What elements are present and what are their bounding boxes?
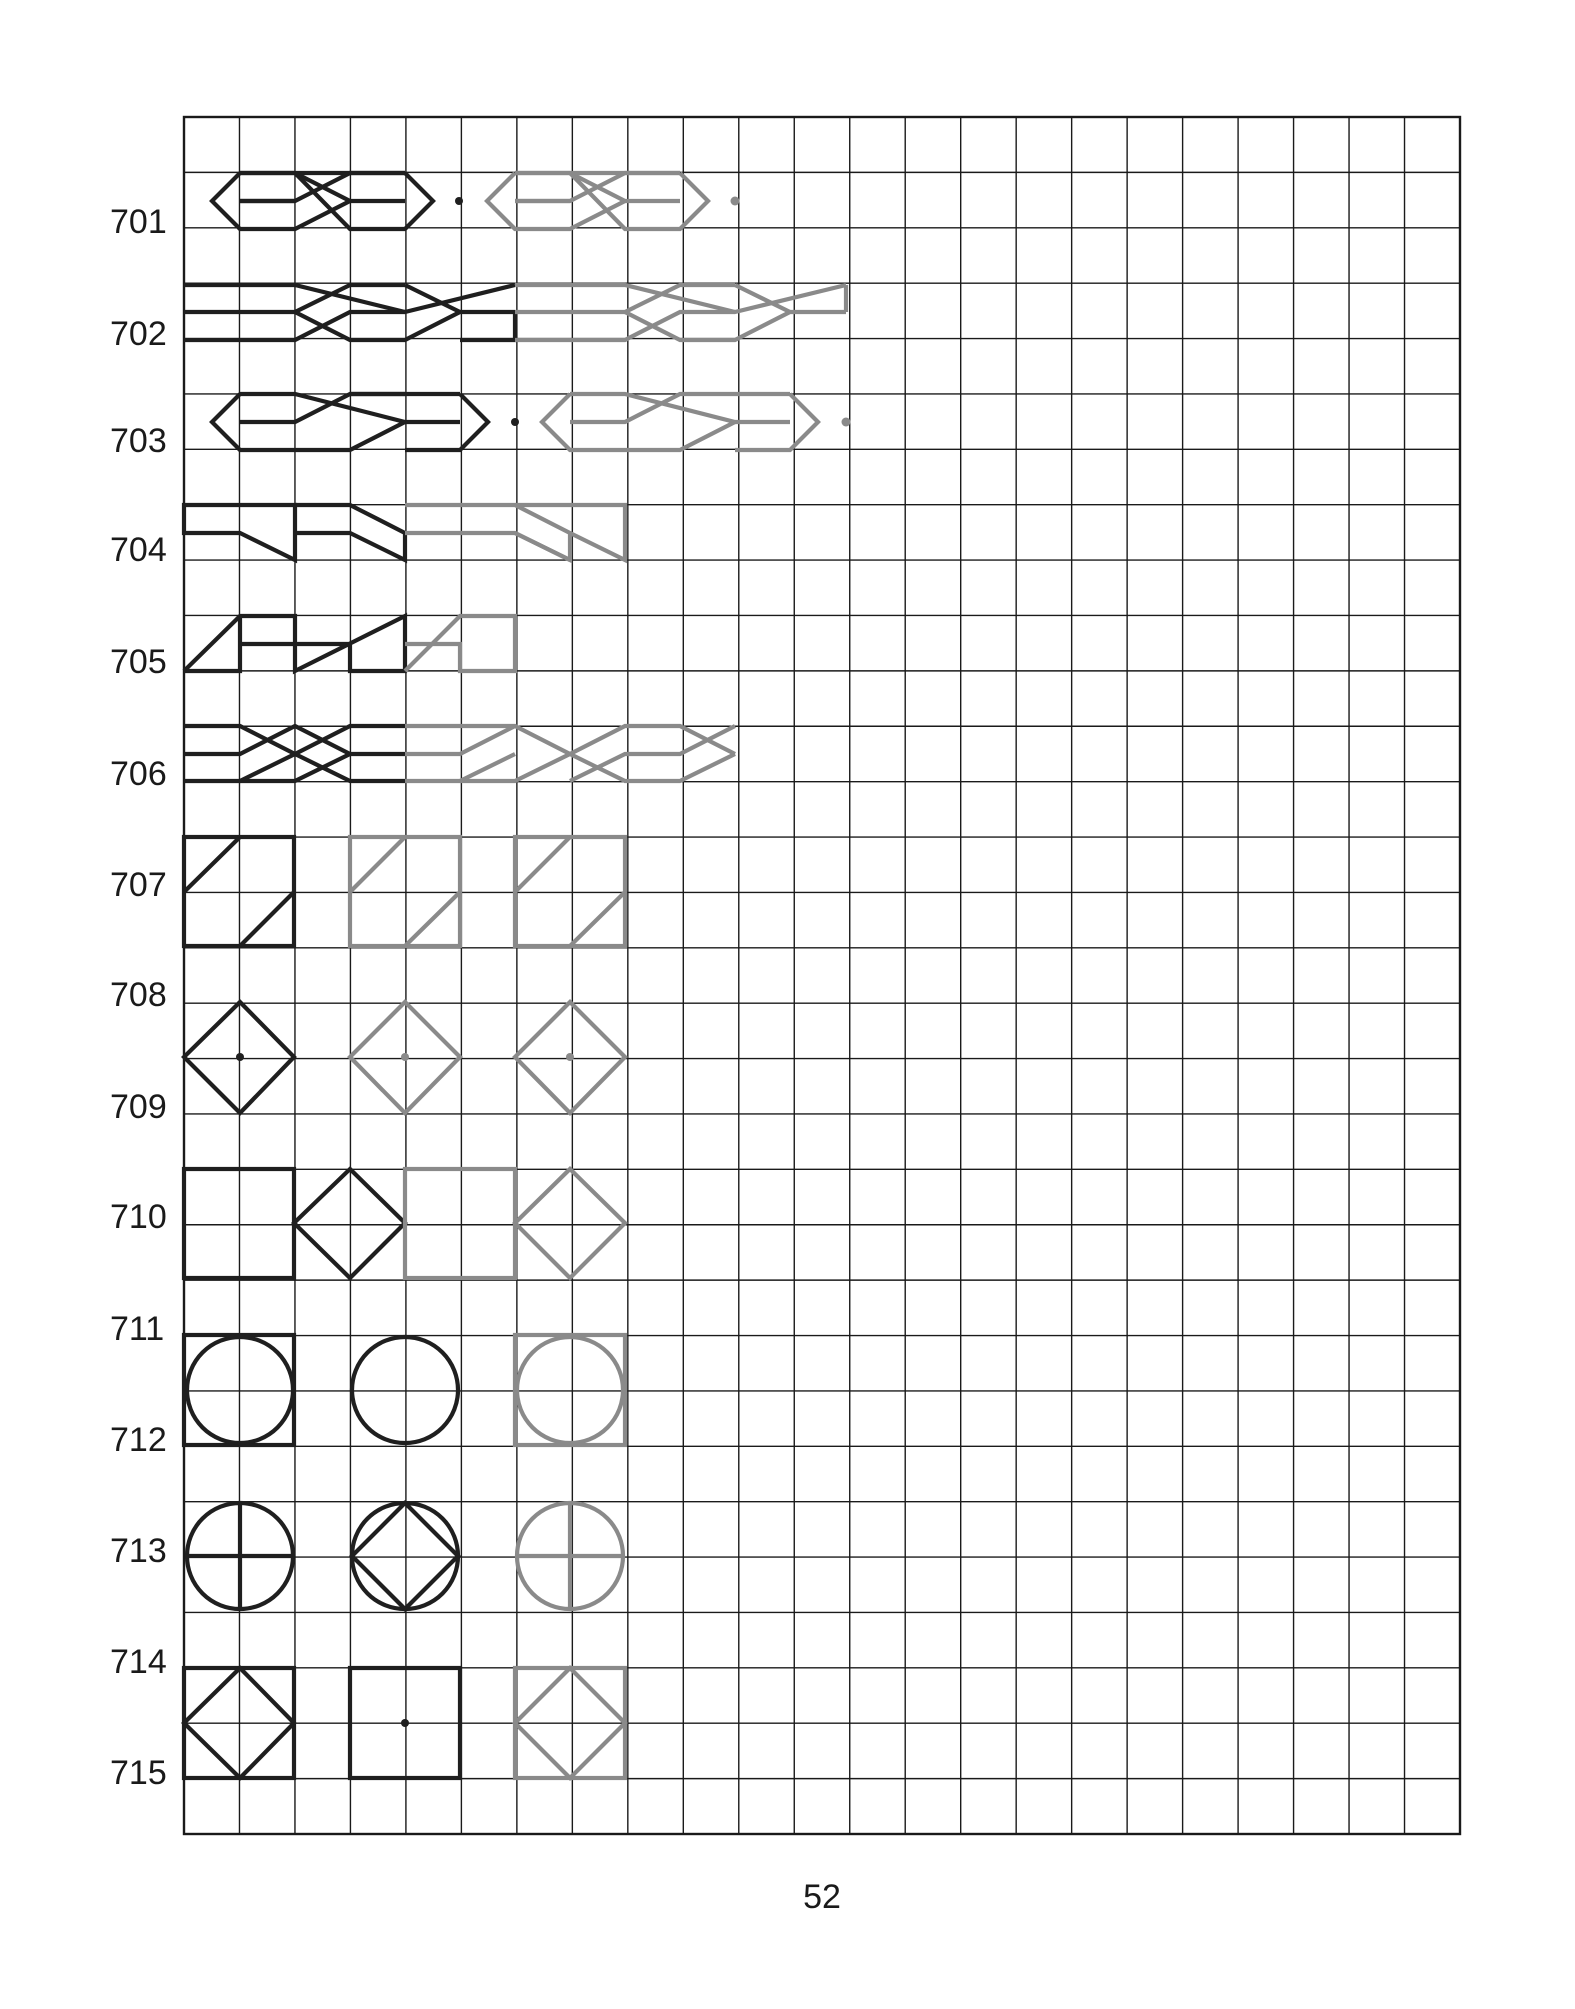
- pattern-707-trace-2: [515, 837, 625, 946]
- pattern-704-trace: [405, 505, 625, 560]
- row-label-709: 709: [110, 1088, 167, 1126]
- page-number: 52: [803, 1878, 841, 1916]
- pattern-705-trace: [405, 616, 515, 671]
- pattern-705-example: [184, 616, 405, 671]
- pattern-704-example: [184, 505, 405, 560]
- dot-703-trace: [842, 418, 851, 427]
- row-label-703: 703: [110, 422, 167, 460]
- row-label-704: 704: [110, 531, 167, 569]
- pattern-703-trace: [542, 394, 818, 450]
- dot-708-trace-1: [401, 1053, 409, 1061]
- pattern-707-trace-1: [350, 837, 460, 946]
- row-label-711: 711: [110, 1310, 165, 1348]
- pattern-701-example: [212, 173, 433, 229]
- row-label-708: 708: [110, 976, 167, 1014]
- cable-pattern-icon: [240, 173, 405, 201]
- pattern-702-example: [184, 285, 515, 340]
- pattern-713-trace-2: [517, 1503, 623, 1609]
- pattern-711-trace-1: [352, 1337, 458, 1443]
- dot-701-trace: [731, 197, 740, 206]
- row-label-701: 701: [110, 203, 167, 241]
- pattern-713-trace-1: [352, 1503, 458, 1609]
- pattern-701-trace: [487, 173, 708, 229]
- row-label-712: 712: [110, 1421, 167, 1459]
- row-label-715: 715: [110, 1754, 167, 1792]
- dot-708-example: [236, 1053, 244, 1061]
- pattern-710-example: [184, 1169, 405, 1278]
- pattern-710-trace: [405, 1169, 625, 1278]
- dot-708-trace-2: [566, 1053, 574, 1061]
- row-label-714: 714: [110, 1643, 167, 1681]
- pattern-713-example: [187, 1503, 293, 1609]
- row-label-710: 710: [110, 1198, 167, 1236]
- pattern-702-trace: [515, 285, 846, 340]
- dot-703-example: [511, 418, 519, 426]
- dot-701-example: [455, 197, 463, 205]
- row-label-713: 713: [110, 1532, 167, 1570]
- dot-714-trace-1: [401, 1719, 409, 1727]
- pattern-706-trace: [405, 726, 735, 781]
- row-label-707: 707: [110, 866, 167, 904]
- row-label-705: 705: [110, 643, 167, 681]
- row-labels: [110, 203, 167, 1792]
- row-label-702: 702: [110, 315, 167, 353]
- pattern-711-trace-2: [515, 1335, 625, 1445]
- row-label-706: 706: [110, 755, 167, 793]
